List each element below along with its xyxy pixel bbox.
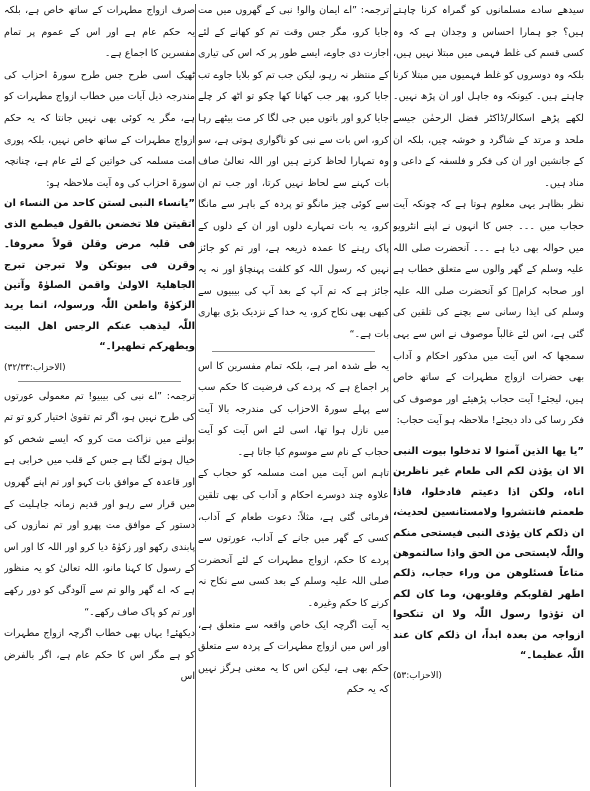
middle-paragraph-4: یہ آیت اگرچہ ایک خاص واقعہ سے متعلق ہے، اور اس میں ازواج مطہرات کے پردہ سے متعلق حکم بھی ہے، لیکن اس کا یہ معنی ہرگز نہیں کہ یہ حکم: [198, 619, 389, 696]
right-verse-reference: (الاحزاب:۵۳): [393, 671, 442, 682]
left-paragraph-1: صرف ازواج مطہرات کے ساتھ خاص ہے، بلکہ یہ حکم عام ہے اور اس کے عموم پر تمام مفسرین کا اجماع ہے۔: [4, 5, 195, 60]
right-paragraph-2: نظر بظاہر یہی معلوم ہوتا ہے کہ چونکہ آیت حجاب میں ۔۔۔ جس کا انہوں نے اپنے انٹرویو میں حوالہ بھی دیا ہے ۔۔۔ آنحضرت صلی اللہ علیہ وسلم کے گھر والوں سے متعلق خطاب ہے اور صحابہ کرامؓ کو آنحضرت صلی اللہ علیہ وسلم کی ایذا رسانی سے بچنے کی تلقین کی گئی ہے، اس لئے غالباً موصوف نے اس سے یہی سمجھا کہ اس آیت میں مذکور احکام و آداب بھی حضرات ازواج مطہرات کے ساتھ خاص ہیں، لیجئے! آیت حجاب پڑھیئے اور موصوف کی فکر رسا کی داد دیجئے! ملاحظہ ہو آیت حجاب:: [393, 199, 584, 427]
spacer: [393, 432, 584, 442]
left-quran-verse: ”یانساء النبی لستن کاحد من النساء ان اتقیتن فلا تخضعن بالقول فیطمع الذی فی قلبہ مرض وقلن قولاً معروفا۔ وقرن فی بیوتکن ولا تبرجن تبرج الجاھلیۃ الاولیٰ واقمن الصلوٰۃ وآتین الزکوٰۃ واطعن اللّٰہ ورسولہ، انما یرید اللّٰہ لیذھب عنکم الرجس اھل البیت ویطھرکم تطھیرا۔“: [4, 198, 195, 353]
left-verse-reference: (الاحزاب:۳۲/۳۳): [4, 362, 66, 373]
right-paragraph-1: سیدھے سادے مسلمانوں کو گمراہ کرنا چاہتے ہیں؟ جو ہمارا احساس و وجدان ہے کہ وہ کسی قسم کی غلط فہمی میں مبتلا نہیں ہیں، بلکہ وہ دوسروں کو غلط فہمیوں میں مبتلا کرنا چاہتے ہیں۔ کیونکہ وہ جاہل اور ان پڑھ نہیں۔ لکھے پڑھے اسکالر/ڈاکٹر فضل الرحمٰن جیسے ملحد و مرتد کے شاگرد و خوشہ چیں، بلکہ ان کے جانشین اور ان کی فکر و فلسفہ کے داعی و مناد ہیں۔: [393, 5, 584, 189]
middle-translation: ترجمہ: ”اے ایمان والو! نبی کے گھروں میں مت جایا کرو، مگر جس وقت تم کو کھانے کے لئے اجازت دی جاوے، ایسے طور پر کہ اس کی تیاری کے منتظر نہ رہو، لیکن جب تم کو بلایا جاوے تب جایا کرو، پھر جب کھانا کھا چکو تو اٹھ کر چلے جایا کرو اور باتوں میں جی لگا کر مت بیٹھے رہا کرو، اس بات سے نبی کو ناگواری ہوتی ہے، سو وہ تمہارا لحاظ کرتے ہیں اور اللہ تعالیٰ صاف بات کہنے سے لحاظ نہیں کرتا، اور جب تم ان سے کوئی چیز مانگو تو پردہ کے باہر سے مانگا کرو، یہ بات تمہارے دلوں اور ان کے دلوں کے پاک رہنے کا عمدہ ذریعہ ہے، اور تم کو جائز نہیں کہ رسول اللہ کو کلفت پہنچاؤ اور نہ یہ جائز ہے کہ تم آپ کے بعد آپ کی بیبیوں سے کبھی بھی نکاح کرو، یہ خدا کے نزدیک بڑی بھاری بات ہے۔“: [198, 5, 389, 340]
left-paragraph-4: دیکھئے! یہاں بھی خطاب اگرچہ ازواج مطہرات کو ہے مگر اس کا حکم عام ہے، اگر بالفرض اس: [4, 628, 195, 683]
right-quran-verse: ”یا یھا الذین آمنوا لا تدخلوا بیوت النبی الا ان یؤذن لکم الی طعام غیر ناظرین اناہ، ولکن اذا دعیتم فادخلوا، فاذا طعمتم فانتشروا ولامستانسین لحدیث، ان ذلکم کان یؤذی النبی فیستحی منکم واللّٰہ لایستحی من الحق واذا سالتموھن متاعاً فسئلوھن من وراء حجاب، ذلکم اطھر لقلوبکم وقلوبھن، وما کان لکم ان تؤذوا رسول اللّٰہ ولا ان تنکحوا ازواجہ من بعدہ ابداً، ان ذلکم کان عند اللّٰہ عظیما۔“: [393, 445, 584, 661]
left-paragraph-2: ٹھیک اسی طرح جس طرح سورۃ احزاب کی مندرجہ ذیل آیات میں خطاب ازواج مطہرات کو ہے، مگر یہ کوئی بھی نہیں جانتا کہ یہ حکم ازواج مطہرات کے ساتھ خاص نہیں، بلکہ پوری امت مسلمہ کی خواتین کے لئے عام ہے، چنانچہ سورۃ احزاب کی وہ آیت ملاحظہ ہو:: [4, 69, 195, 189]
column-divider: [195, 4, 196, 787]
section-separator: [212, 351, 375, 352]
left-translation: ترجمہ: ”اے نبی کی بیبیو! تم معمولی عورتوں کی طرح نہیں ہو، اگر تم تقویٰ اختیار کرو تو تم بولنے میں نزاکت مت کرو کہ ایسے شخص کو خیال ہونے لگتا ہے جس کے قلب میں خرابی ہے اور قاعدہ کے موافق بات کہو اور تم اپنے گھروں میں قرار سے رہو اور قدیم زمانہ جاہلیت کے دستور کے موافق مت پھرو اور تم نمازوں کی پابندی رکھو اور زکوٰۃ دیا کرو اور اللہ کا اور اس کے رسول کا کہنا مانو، اللہ تعالیٰ کو یہ منظور ہے کہ اے گھر والو تم سے آلودگی کو دور رکھے اور تم کو پاک صاف رکھے۔“: [4, 390, 195, 618]
right-column: [393, 0, 584, 791]
middle-paragraph-2: یہ طے شدہ امر ہے، بلکہ تمام مفسرین کا اس پر اجماع ہے کہ پردے کی فرضیت کا حکم سب سے پہلے سورۃ الاحزاب کی مندرجہ بالا آیت میں نازل ہوا تھا، اسی لئے اس آیت کو آیت حجاب کے نام سے موسوم کیا جاتا ہے۔: [198, 360, 389, 458]
column-divider: [390, 4, 391, 787]
section-separator: [18, 381, 181, 382]
middle-paragraph-3: تاہم اس آیت میں امت مسلمہ کو حجاب کے علاوہ چند دوسرے احکام و آداب کی بھی تلقین فرمائی گئی ہے، مثلاً: دعوت طعام کے آداب، کسی کے گھر میں جانے کے آداب، عورتوں سے پردے کا حکم، ازواج مطہرات کے لئے آنحضرت صلی اللہ علیہ وسلم کے بعد کسی سے نکاح نہ کرنے کا حکم وغیرہ۔: [198, 468, 389, 610]
middle-column: [198, 0, 389, 791]
left-column: [4, 0, 195, 791]
